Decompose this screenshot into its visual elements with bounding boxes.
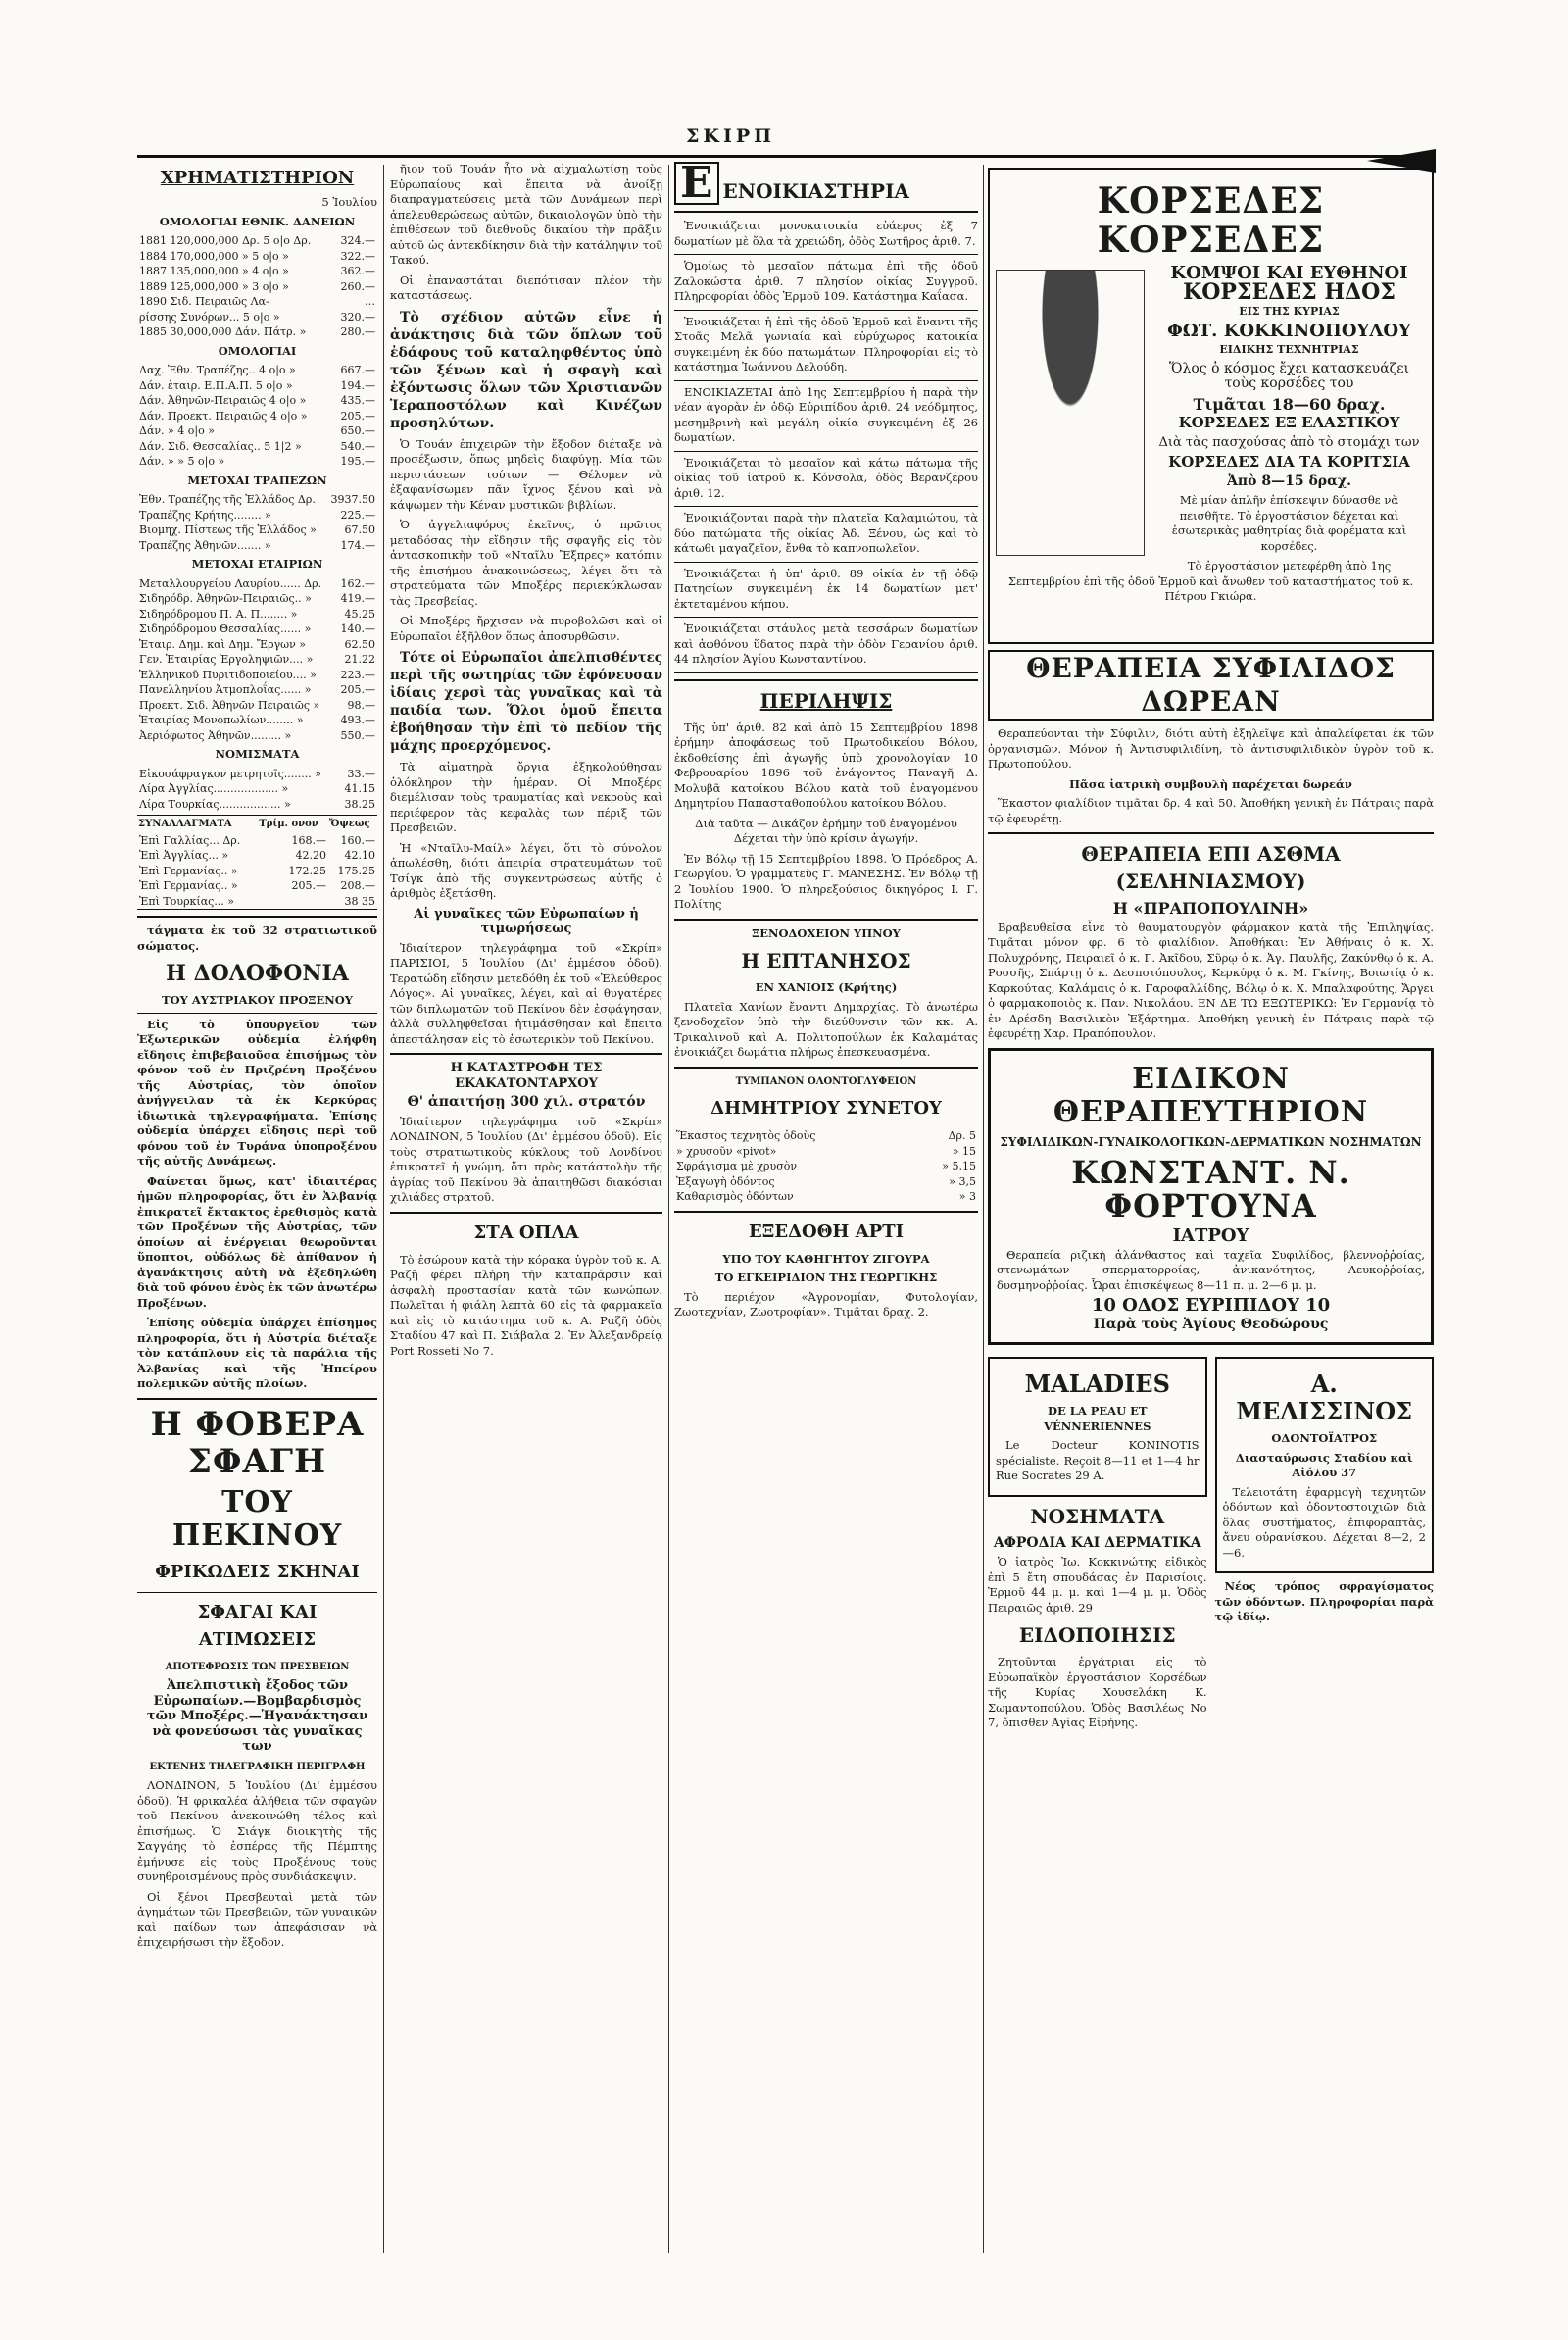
paragraph: Τὸ ἐργοστάσιον μετεφέρθη ἀπὸ 1ης Σεπτεμβρίου ἐπὶ τῆς ὁδοῦ Ἑρμοῦ καὶ ἄνωθεν τοῦ καταστήματος τοῦ κ. Πέτρου Γκιώρα.: [1007, 559, 1414, 603]
row-value: 140.—: [340, 622, 375, 635]
row-value: 205.—: [340, 409, 375, 423]
loans-table: [137, 233, 377, 340]
row-value: Δρ. 5: [948, 1129, 976, 1142]
row-label: Ἐπὶ Γερμανίας.. »: [139, 864, 238, 877]
column-rule: [983, 165, 984, 2253]
paragraph: Τὰ αἱματηρὰ ὄργια ἐξηκολούθησαν ὁλόκληρον τὴν ἡμέραν. Οἱ Μποξέρς διεμέλισαν τοὺς τραυματίας καὶ νεκροὺς καὶ περιέφερον τὰς κεφαλὰς των πέριξ τῶν Πρεσβειῶν.: [390, 760, 662, 834]
row-label: Μεταλλουργείου Λαυρίου...... Δρ.: [139, 576, 322, 590]
table-row: [137, 894, 377, 910]
table-row: [137, 682, 377, 698]
ad-subtitle: ΚΟΜΨΟΙ ΚΑΙ ΕΥΘΗΝΟΙ: [1170, 263, 1408, 283]
clinic-ad: [988, 1048, 1434, 1346]
table-row: [137, 393, 377, 409]
row-value: 208.—: [340, 879, 375, 892]
paragraph: Ὁ ἀγγελιαφόρος ἐκεῖνος, ὁ πρῶτος μεταδόσας τὴν εἴδησιν τῆς σφαγῆς εἰς τὸν ἀντασκοπικὴν τοῦ «Νταῖλυ Ἔξπρες» κατόπιν τῆς ἐπισήμου ἀνακοινώσεως, λέγει ὅτι τὰ στρατεύματα τῶν Μποξέρς περιεκύκλωσαν τὰς Πρεσβείας.: [390, 518, 662, 608]
headline: ΠΕΡΙΛΗΨΙΣ: [760, 688, 893, 713]
ad-subtitle: ΕΙΣ ΤΗΣ ΚΥΡΙΑΣ: [1239, 305, 1340, 318]
subheadline: ΦΡΙΚΩΔΕΙΣ ΣΚΗΝΑΙ: [155, 1561, 360, 1582]
row-value: 42.10: [344, 849, 375, 862]
paragraph: Ἡ «Νταῖλυ-Μαίλ» λέγει, ὅτι τὸ σύνολον ἀπωλέσθη, διότι ἀπειρία στρατευμάτων τοῦ Τσίγκ ἀπὸ τῆς συγκεντρώσεως αὐτῆς ὁ ἀριθμὸς ἐξετάσθη.: [390, 840, 662, 900]
ad-subtitle: DE LA PEAU ET VÉNNERIENNES: [1044, 1404, 1152, 1433]
row-value: …: [365, 295, 375, 308]
paragraph: Ὅλος ὁ κόσμος ἔχει κατασκευάζει τοὺς κορσέδες του: [1169, 360, 1409, 391]
paragraph: Βραβευθεῖσα εἶνε τὸ θαυματουργὸν φάρμακον κατὰ τῆς Ἐπιληψίας. Τιμᾶται μόνον φρ. 6 τὸ φιαλίδιον. Ἀποθήκαι: Ἐν Ἀθήναις ὁ κ. Χ. Πολυχρόνης, Πειραιεῖ ὁ κ. Γ. Ἀκῖδου, Σῦρῳ ὁ κ. Ἀγ. Παυλῆς, Ζακύνθῳ ὁ κ. Α. Ροσσῆς, Σπάρτῃ ὁ κ. Δεσποτόπουλος, Κερκύρᾳ ὁ κ. Μ. Γκίνης, Βοιωτίᾳ ὁ κ. Καρκούτας, Καλάμαις ὁ κ. Γαροφαλλίδης, Βόλῳ ὁ κ. Χ. Μπαλαφούτης, Ἄργει ὁ φαρμακοποιὸς κ. Παν. Νικολάου. ΕΝ ΔΕ ΤΩ ΕΞΩΤΕΡΙΚΩ: Ἐν Γερμανίᾳ τὸ ἐν Δρέσδη Βασιλικὸν Ἐξάρτημα. Ἀποθήκη γενικὴ ἐν Πάτραις παρὰ τῷ ἐφευρέτῃ Χαρ. Πραπόπουλον.: [988, 920, 1434, 1040]
ad-subtitle: ΕΙΔΙΚΗΣ ΤΕΧΝΗΤΡΙΑΣ: [1219, 343, 1359, 356]
paragraph: Διὰ τὰς πασχούσας ἀπὸ τὸ στομάχι των: [1158, 434, 1420, 450]
subheadline: Αἱ γυναῖκες τῶν Εὐρωπαίων ἡ τιμωρήσεως: [414, 906, 639, 936]
row-value: 205.—: [340, 683, 375, 696]
paragraph: Ἐπίσης οὐδεμία ὑπάρχει ἐπίσημος πληροφορία, ὅτι ἡ Αὐστρία διέταξε τὸν κατάπλουν εἰς τὰ παράλια τῆς Ἀλβανίας καὶ τῆς Ἠπείρου πολεμικῶν αὐτῆς πλοίων.: [137, 1316, 377, 1390]
row-value: 667.—: [340, 364, 375, 376]
paragraph: Φαίνεται ὅμως, κατ' ἰδιαιτέρας ἡμῶν πληροφορίας, ὅτι ἐν Ἀλβανίᾳ ἐπικρατεῖ ἔκτακτος ἐρεθισμὸς κατὰ τῶν Προξένων τῆς Αὐστρίας, τῶν ὁποίων αἱ ἐνέργειαι θεωροῦνται ὕποπτοι, οὐδόλως δὲ ἀπίθανον ἡ ἀγανάκτησις αὐτὴ νὰ ἐξεδηλώθη διὰ τοῦ φόνου ἑνὸς ἐκ τῶν ἀνωτέρω Προξένων.: [137, 1173, 377, 1310]
row-value: » 3: [958, 1190, 976, 1203]
row-label: Δάν. Προεκτ. Πειραιῶς 4 ο|ο »: [139, 409, 308, 423]
table-row: [137, 713, 377, 728]
paragraph: Ἀπελπιστικὴ ἔξοδος τῶν Εὐρωπαίων.—Βομβαρδισμὸς τῶν Μποξέρς.—Ἡγανάκτησαν νὰ φονεύσωσι τὰς γυναῖκας των: [146, 1678, 368, 1754]
subheadline: ΤΟΥ ΑΥΣΤΡΙΑΚΟΥ ΠΡΟΞΕΝΟΥ: [162, 993, 353, 1007]
subheadline: ΕΚΤΕΝΗΣ ΤΗΛΕΓΡΑΦΙΚΗ ΠΕΡΙΓΡΑΦΗ: [149, 1761, 366, 1772]
paragraph: Νέος τρόπος σφραγίσματος τῶν ὀδόντων. Πληροφορίαι παρὰ τῷ ἰδίῳ.: [1214, 1579, 1434, 1623]
paragraph: Le Docteur KONINOTIS spécialiste. Reçoit 8—11 et 1—4 hr Rue Socrates 29 Α.: [996, 1438, 1200, 1482]
column-header: Ὄψεως: [329, 819, 370, 829]
section-heading: ΜΕΤΟΧΑΙ ΕΤΑΙΡΙΩΝ: [191, 557, 323, 571]
headline: Η ΕΠΤΑΝΗΣΟΣ: [741, 949, 911, 972]
table-row: [137, 310, 377, 325]
table-row: [674, 1174, 978, 1190]
ad-name: ΚΩΝΣΤΑΝΤ. Ν. ΦΟΡΤΟΥΝΑ: [1071, 1154, 1350, 1224]
ad-price: Τιμᾶται 18—60 δραχ.: [1193, 394, 1386, 414]
row-label: Καθαρισμὸς ὀδόντων: [676, 1190, 794, 1203]
stock-exchange-title: ΧΡΗΜΑΤΙΣΤΗΡΙΟΝ: [160, 168, 355, 188]
row-value: 38 35: [344, 894, 375, 908]
ad-title: ΘΕΡΑΠΕΙΑ ΕΠΙ ΑΣΘΜΑ (ΣΕΛΗΝΙΑΣΜΟΥ): [1081, 842, 1341, 893]
paragraph: Τὸ περιέχον «Ἀγρονομίαν, Φυτολογίαν, Ζωοτεχνίαν, Ζωοτροφίαν». Τιμᾶται δραχ. 2.: [674, 1289, 978, 1319]
table-row: [137, 378, 377, 394]
column-1: [137, 162, 377, 2245]
rental-ad: Ἐνοικιάζεται μονοκατοικία εὐάερος ἐξ 7 δωματίων μὲ ὅλα τὰ χρειώδη, ὁδὸς Σωτῆρος ἀριθ. 7.: [674, 219, 978, 248]
ad-subtitle: ΟΔΟΝΤΟΪΑΤΡΟΣ: [1271, 1431, 1378, 1445]
section-heading: ΝΟΜΙΣΜΑΤΑ: [215, 747, 300, 761]
row-value: 225.—: [340, 508, 375, 522]
row-value: 320.—: [340, 310, 375, 324]
row-value: 168.—: [291, 833, 327, 847]
row-value: 540.—: [340, 439, 375, 453]
row-value: 98.—: [347, 698, 375, 712]
row-label: 1889 125,000,000 » 3 ο|ο »: [139, 279, 289, 293]
paragraph: Τῆς ὑπ' ἀριθ. 82 καὶ ἀπὸ 15 Σεπτεμβρίου 1898 ἐρήμην ἀποφάσεως τοῦ Πρωτοδικείου Βόλου, ἐκδοθείσης ἐπὶ ἀγωγῆς ὑπὸ χρονολογίαν 10 Φεβρουαρίου 1896 τοῦ ἐνάγοντος Παναγῆ Δ. Μολυβᾶ κατοίκου Βόλου κατὰ τοῦ ἐναγομένου Δημητρίου Παπασταθοπούλου κατοίκου Βόλου.: [674, 720, 978, 810]
table-row: [137, 249, 377, 265]
row-value: 322.—: [340, 249, 375, 263]
maladies-ad: [988, 1357, 1207, 1497]
column-2: [390, 162, 662, 2245]
ad-subtitle: Η «ΠΡΑΠΟΠΟΥΛΙΝΗ»: [1112, 899, 1309, 918]
table-row: [137, 523, 377, 538]
paragraph: Ἐν Βόλῳ τῇ 15 Σεπτεμβρίου 1898. Ὁ Πρόεδρος Α. Γεωργίου. Ὁ γραμματεὺς Γ. ΜΑΝΕΣΗΣ. Ἐν Βόλῳ τῇ 2 Ἰουλίου 1900. Ὁ πληρεξούσιος δικηγόρος Ι. Γ. Πολίτης: [674, 851, 978, 911]
row-value: 419.—: [340, 592, 375, 605]
rental-ad: Ἐνοικιάζονται παρὰ τὴν πλατεῖα Καλαμιώτου, τὰ δύο πατώματα τῆς οἰκίας Ἀδ. Ξένου, ὡς καὶ τὸ κάτωθι μαγαζεῖον, ἔνθα τὸ καπνοπωλεῖον.: [674, 511, 978, 555]
row-label: Δάν. Σιδ. Θεσσαλίας.. 5 1|2 »: [139, 439, 302, 453]
table-row: [137, 363, 377, 378]
row-label: » χρυσοῦν «pivot»: [676, 1144, 777, 1158]
row-label: Ἕκαστος τεχνητὸς ὀδοὺς: [676, 1129, 816, 1142]
column-rule: [383, 165, 384, 2253]
table-row: [137, 622, 377, 637]
row-label: Ἐπὶ Ἀγγλίας... »: [139, 849, 229, 862]
row-label: Ἑταιρίας Μονοπωλίων........ »: [139, 714, 304, 726]
ad-address: Παρὰ τοὺς Ἁγίους Θεοδώρους: [1093, 1316, 1329, 1332]
table-row: [137, 607, 377, 622]
paragraph: Θεραπεύονται τὴν Σύφιλιν, διότι αὐτὴ ἐξηλεῖψε καὶ ἀπαλείφεται ἐκ τῶν ὀργανισμῶν. Μόνον ἡ Ἀντισυφιλιδίνη, τὸ ἀντισυφιλιδικὸν ὑγρὸν τοῦ κ. Πρωτοπούλου.: [988, 726, 1434, 771]
table-row: [137, 508, 377, 523]
table-row: [137, 767, 377, 782]
dropcap: E: [674, 162, 719, 205]
paragraph: Τὸ ἐσώρουν κατὰ τὴν κόρακα ὑγρὸν τοῦ κ. Α. Ραζῆ φέρει πλήρη τὴν καταπράρσιν καὶ ἀσφαλὴ προστασίαν κατὰ τῶν κωνώπων. Πωλεῖται ἡ φιάλη λεπτὰ 60 εἰς τὰ φαρμακεῖα καὶ εἰς τὸ κατάστημα τοῦ κ. Α. Ραζῆ ὁδὸς Σταδίου 47 καὶ Π. Σιάβαλα 2. Ἐν Ἀλεξανδρείᾳ Port Rosseti No 7.: [390, 1252, 662, 1358]
headline: ΣΤΑ ΟΠΛΑ: [473, 1221, 579, 1243]
row-value: 550.—: [340, 728, 375, 742]
row-value: 194.—: [340, 378, 375, 392]
row-label: Σιδηρόδρ. Ἀθηνῶν-Πειραιῶς.. »: [139, 592, 312, 605]
rental-ad: Ὁμοίως τὸ μεσαῖον πάτωμα ἐπὶ τῆς ὁδοῦ Ζαλοκώστα ἀριθ. 7 πλησίον οἰκίας Συγγροῦ. Πληροφορίαι ὁδὸς Ἑρμοῦ 109. Κατάστημα Καΐασα.: [674, 259, 978, 303]
row-value: 162.—: [340, 576, 375, 590]
ad-subtitle: ΚΟΡΣΕΔΕΣ ΗΔΟΣ: [1183, 278, 1396, 305]
table-row: [137, 728, 377, 744]
table-row: [137, 492, 377, 508]
subheadline: ΤΥΜΠΑΝΟΝ ΟΛΟΝΤΟΓΛΥΦΕΙΟΝ: [735, 1075, 917, 1087]
row-value: 493.—: [340, 714, 375, 726]
ad-subtitle: ΚΟΡΣΕΔΕΣ ΕΞ ΕΛΑΣΤΙΚΟΥ: [1178, 414, 1400, 431]
ad-title: ΕΙΔΙΚΟΝ ΘΕΡΑΠΕΥΤΗΡΙΟΝ: [1053, 1061, 1369, 1129]
row-value: 175.25: [337, 864, 375, 877]
row-value: 62.50: [344, 637, 375, 651]
headline: ΤΟΥ ΠΕΚΙΝΟΥ: [172, 1484, 343, 1553]
headline: Η ΔΟΛΟΦΟΝΙΑ: [166, 961, 349, 986]
row-label: Τραπέζης Ἀθηνῶν....... »: [139, 538, 271, 552]
table-row: [137, 454, 377, 470]
row-value: » 15: [952, 1144, 976, 1158]
banks-table: [137, 492, 377, 553]
row-value: 435.—: [340, 394, 375, 407]
subheadline: ΞΕΝΟΔΟΧΕΙΟΝ ΥΠΝΟΥ: [752, 925, 901, 940]
row-label: Ἐπὶ Γαλλίας... Δρ.: [139, 833, 241, 847]
headline: Η ΦΟΒΕΡΑ ΣΦΑΓΗ: [150, 1404, 365, 1481]
rental-ad: ΕΝΟΙΚΙΑΖΕΤΑΙ ἀπὸ 1ης Σεπτεμβρίου ἡ παρὰ τὴν νέαν ἀγορὰν ἐν ὁδῷ Εὐριπίδου ἀριθ. 24 νεόδμητος, μεσημβρινὴ καὶ μεγάλη οἰκία συγκειμένη ἐξ 26 δωματίων.: [674, 384, 978, 444]
row-label: 1881 120,000,000 Δρ. 5 ο|ο Δρ.: [139, 234, 312, 247]
subheadline: ΕΝ ΧΑΝΙΟΙΣ (Κρήτης): [755, 980, 898, 994]
paragraph: Πλατεῖα Χανίων ἔναντι Δημαρχίας. Τὸ ἀνωτέρω ξενοδοχεῖον ὑπὸ τὴν διεύθυνσιν τῶν κκ. Α. Τρικαλινοῦ καὶ Α. Πολιτοπούλων ἐκ Καλαμάτας ἐνοικιάζει δωμάτια πλήρως ἐπεσκευασμένα.: [674, 999, 978, 1059]
row-label: Εἰκοσάφραγκον μετρητοῖς........ »: [139, 767, 322, 780]
rental-ads: [674, 219, 978, 673]
row-value: 3937.50: [330, 493, 375, 506]
row-label: Δαχ. Ἐθν. Τραπέζης.. 4 ο|ο »: [139, 364, 296, 376]
row-value: 324.—: [340, 234, 375, 247]
row-label: Προεκτ. Σιδ. Ἀθηνῶν Πειραιῶς »: [139, 698, 320, 712]
row-value: 38.25: [344, 797, 375, 811]
subheadline: ΣΦΑΓΑΙ ΚΑΙ ΑΤΙΜΩΣΕΙΣ: [197, 1601, 318, 1650]
companies-table: [137, 576, 377, 744]
row-value: 650.—: [340, 424, 375, 437]
paragraph: Εἰς τὸ ὑπουργεῖον τῶν Ἐξωτερικῶν οὐδεμία ἐλήφθη εἴδησις ἐπιβεβαιοῦσα ἐπισήμως τὸν φόνον τοῦ ἐν Πριζρένη Προξένου τῆς Αὐστρίας, τὸν ὁποῖον ἀνήγγειλαν τὰ ἐκ Κερκύρας ἰδιωτικὰ τηλεγραφήματα. Ἐπίσης οὐδεμία ὑπάρχει εἴδησις περὶ τοῦ φόνου τοῦ ἐν Τυράνα ὑποπροξένου τῆς αὐτῆς Δυνάμεως.: [137, 1017, 377, 1168]
ad-row: [988, 1351, 1434, 1736]
row-label: Δάν. » 4 ο|ο »: [139, 424, 215, 437]
rental-ad: Ἐνοικιάζεται ἡ ἐπὶ τῆς ὁδοῦ Ἑρμοῦ καὶ ἔναντι τῆς Στοᾶς Μελᾶ γωνιαία καὶ εὐρύχωρος κατοικία συγκειμένη ἐκ δύο πατωμάτων. Πληροφορίαι εἰς τὸ κατάστημα Ἰωάννου Δελούδη.: [674, 314, 978, 373]
table-row: [674, 1189, 978, 1205]
paragraph: Μὲ μίαν ἁπλῆν ἐπίσκεψιν δύνασθε νὰ πεισθῆτε. Τὸ ἐργοστάσιον δέχεται καὶ ἐσωτερικὰς μαθητρίας διὰ φορέματα καὶ κορσέδες.: [1171, 493, 1407, 553]
table-row: [137, 781, 377, 797]
ad-title: MALADIES: [1024, 1369, 1170, 1398]
row-label: 1885 30,000,000 Δάν. Πάτρ. »: [139, 325, 307, 338]
row-value: 362.—: [340, 265, 375, 277]
column-rule: [668, 165, 669, 2253]
ad-title: ΝΟΣΗΜΑΤΑ: [1030, 1504, 1165, 1528]
exchange-table: [137, 815, 377, 910]
row-label: Σιδηρόδρομου Π. Α. Π........ »: [139, 607, 298, 621]
table-row: [137, 878, 377, 894]
rental-ad: Ἐνοικιάζεται τὸ μεσαῖον καὶ κάτω πάτωμα τῆς οἰκίας τοῦ ἰατροῦ κ. Κόνσολα, ὁδὸς Βερανζέρου ἀριθ. 12.: [674, 455, 978, 500]
ad-price: Ἀπὸ 8—15 δραχ.: [1227, 473, 1351, 489]
row-label: ρίσσης Συνόρων... 5 ο|ο »: [139, 310, 280, 324]
subheadline: ΥΠΟ ΤΟΥ ΚΑΘΗΓΗΤΟΥ ΖΙΓΟΥΡΑ: [722, 1251, 930, 1266]
table-row: [137, 264, 377, 279]
row-value: » 5,15: [942, 1160, 976, 1172]
table-row: [137, 797, 377, 813]
table-row: [137, 637, 377, 653]
row-label: Γεν. Ἑταιρίας Ἐργοληψιῶν.... »: [139, 653, 314, 666]
paragraph: Ὁ ἰατρὸς Ἰω. Κοκκινώτης εἰδικὸς ἐπὶ 5 ἔτη σπουδάσας ἐν Παρισίοις. Ἐρμοῦ 44 μ. μ. καὶ 1—4 μ. μ. Ὁδὸς Πειραιῶς ἀριθ. 29: [988, 1555, 1207, 1615]
ad-address: 10 ΟΔΟΣ ΕΥΡΙΠΙΔΟΥ 10: [1091, 1295, 1331, 1316]
row-value: 160.—: [340, 833, 375, 847]
row-label: Πανελληνίου Ἀτμοπλοΐας...... »: [139, 683, 312, 696]
row-label: Δάν. Ἀθηνῶν-Πειραιῶς 4 ο|ο »: [139, 394, 307, 407]
paragraph: τάγματα ἐκ τοῦ 32 στρατιωτικοῦ σώματος.: [137, 923, 377, 953]
row-value: 174.—: [340, 538, 375, 552]
row-label: Ἐξαγωγὴ ὀδόντος: [676, 1174, 775, 1188]
row-value: » 3,5: [949, 1174, 976, 1188]
row-value: 260.—: [340, 279, 375, 293]
coins-table: [137, 767, 377, 813]
bonds-table: [137, 363, 377, 470]
row-value: 172.25: [288, 864, 327, 877]
row-label: 1890 Σιδ. Πειραιῶς Λα-: [139, 295, 270, 308]
row-label: Λίρα Τουρκίας.................. »: [139, 797, 291, 811]
ad-subtitle: Διασταύρωσις Σταδίου καὶ Αἰόλου 37: [1235, 1450, 1413, 1479]
table-row: [137, 833, 377, 849]
corset-illustration: [996, 270, 1145, 556]
paragraph: Ἰδιαίτερον τηλεγράφημα τοῦ «Σκρίπ» ΛΟΝΔΙΝΟΝ, 5 Ἰουλίου (Δι' ἐμμέσου ὁδοῦ). Εἰς τοὺς στρατιωτικοὺς κύκλους τοῦ Λονδίνου ἐπικρατεῖ ἡ γνώμη, ὅτι πρὸς κατάστολὴν τῆς ἀγρίας τοῦ Πεκίνου θὰ ἀπαιτηθῶσι διακόσιαι χιλιάδες στρατοῦ.: [390, 1114, 662, 1204]
table-row: [674, 1128, 978, 1144]
row-value: 67.50: [344, 523, 375, 536]
row-label: Τραπέζης Κρήτης........ »: [139, 508, 271, 522]
headline: ΔΗΜΗΤΡΙΟΥ ΣΥΝΕΤΟΥ: [710, 1098, 942, 1119]
masthead: ΣΚΙΡΠ: [686, 125, 776, 147]
stock-date: 5 Ἰουλίου: [321, 195, 377, 209]
row-label: Βιομηχ. Πίστεως τῆς Ἑλλάδος »: [139, 523, 317, 536]
ad-subtitle: Πᾶσα ἰατρικὴ συμβουλὴ παρέχεται δωρεάν: [1069, 776, 1352, 791]
paragraph: ῆιον τοῦ Τουάν ἦτο νὰ αἰχμαλωτίσῃ τοὺς Εὐρωπαίους καὶ ἔπειτα νὰ ἀνοίξῃ διαπραγματεύσεις μετὰ τῶν Δυνάμεων περὶ ἀπελευθερώσεως αὐτῶν, δικαιολογῶν ὑπὸ τὴν ἐπιθέσεων τοῦ διεθνοῦς δικαίου τὴν πρᾶξιν αὐτοῦ ὡς ἀντεκδίκησιν διὰ τὴν κατάληψιν τοῦ Τακού.: [390, 162, 662, 267]
corset-ad: [988, 168, 1434, 644]
row-value: 21.22: [344, 653, 375, 666]
paragraph: Θεραπεία ριζικὴ ἀλάνθαστος καὶ ταχεῖα Συφιλίδος, βλεννοῤῥοίας, στενωμάτων σπερματορροίας, ἀνικανότητος, Λευκοῤῥοίας, δυσμηνοῤῥοίας. Ὧραι ἐπισκέψεως 8—11 π. μ. 2—6 μ. μ.: [997, 1247, 1425, 1292]
row-label: Σιδηρόδρομου Θεσσαλίας...... »: [139, 622, 312, 635]
section-heading: ΟΜΟΛΟΓΙΑΙ: [218, 343, 297, 358]
paragraph: Τελειοτάτη ἐφαρμογὴ τεχνητῶν ὀδόντων καὶ ὀδοντοστοιχιῶν διὰ ὅλας συστήματος, ἐπιφοραπτὰς, ἄνευ οὐρανίσκου. Δέχεται 8—2, 2—6.: [1222, 1484, 1426, 1560]
rental-ad: Ἐνοικιάζεται ἡ ὑπ' ἀριθ. 89 οἰκία ἐν τῇ ὁδῷ Πατησίων συγκειμένη ἐκ 14 δωματίων μετ' ἐκτεταμένου κήπου.: [674, 566, 978, 611]
column-3: [674, 162, 978, 2245]
paragraph: Τότε οἱ Εὐρωπαῖοι ἀπελπισθέντες περὶ τῆς σωτηρίας τῶν ἐφόνευσαν ἰδίαις χερσὶ τὰς γυναῖκας καὶ τὰ παιδία των. Ὅλοι ὁμοῦ ἔπειτα ἐβοήθησαν τὴν ἐπὶ τὸ πεδίον τῆς μάχης προερχόμενος.: [390, 650, 662, 754]
ad-title: ΚΟΡΣΕΔΕΣ ΚΟΡΣΕΔΕΣ: [1097, 180, 1325, 261]
table-row: [137, 294, 377, 310]
table-row: [137, 324, 377, 340]
row-label: Λίρα Ἀγγλίας................... »: [139, 782, 289, 795]
dentist-ad: [1215, 1357, 1435, 1573]
column-header: Τρίμ. ονον: [259, 819, 318, 829]
section-heading: ΜΕΤΟΧΑΙ ΤΡΑΠΕΖΩΝ: [187, 473, 327, 487]
dental-prices-table: [674, 1128, 978, 1205]
row-label: Ἑλληνικοῦ Πυριτιδοποιείου.... »: [139, 668, 317, 681]
table-row: [137, 848, 377, 864]
table-row: [674, 1144, 978, 1160]
column-header: ΣΥΝΑΛΛΑΓΜΑΤΑ: [138, 819, 232, 829]
ad-title: ΘΕΡΑΠΕΙΑ ΣΥΦΙΛΙΔΟΣ ΔΩΡΕΑΝ: [988, 650, 1434, 721]
row-value: 195.—: [340, 455, 375, 468]
table-row: [137, 576, 377, 592]
row-label: Ἀεριόφωτος Ἀθηνῶν......... »: [139, 728, 292, 742]
row-label: Ἐπὶ Γερμανίας.. »: [139, 879, 238, 892]
headline: Η ΚΑΤΑΣΤΡΟΦΗ ΤΕΣ ΕΚΑΚΑΤΟΝΤΑΡΧΟΥ: [450, 1061, 603, 1091]
paragraph: Ὁ Τουάν ἐπιχειρῶν τὴν ἔξοδον διέταξε νὰ προσέξωσιν, ὅπως μηδεὶς διαφύγῃ. Μία τῶν περιστάσεων τούτων — Θέλομεν νὰ ἐξαφανίσωμεν πᾶν ἴχνος ξένου καὶ νὰ κάψωμεν τὴν Κέναν μυστικῶν βιβλίων.: [390, 436, 662, 512]
row-label: Ἐπὶ Τουρκίας... »: [139, 894, 235, 908]
ad-name: ΦΩΤ. ΚΟΚΚΙΝΟΠΟΥΛΟΥ: [1167, 320, 1411, 341]
table-row: [137, 591, 377, 607]
paragraph: Οἱ Μποξέρς ἤρχισαν νὰ πυροβολῶσι καὶ οἱ Εὐρωπαῖοι ἐξῆλθον ὅπως ἀποσυρθῶσιν.: [390, 614, 662, 643]
subheadline: ΤΟ ΕΓΚΕΙΡΙΔΙΟΝ ΤΗΣ ΓΕΩΡΓΙΚΗΣ: [714, 1270, 938, 1284]
paragraph: Ἰδιαίτερον τηλεγράφημα τοῦ «Σκρίπ» ΠΑΡΙΣΙΟΙ, 5 Ἰουλίου (Δι' ἐμμέσου ὁδοῦ). Τερατώδη εἴδησιν μετεδόθη ἐκ τοῦ «Ἐλεύθερος Λόγος». Αἱ γυναῖκες, λέγει, καὶ αἱ θυγατέρες τῶν διπλωματῶν τοῦ Πεκίνου δὲν ἐσφάγησαν, ἀλλὰ συλληφθεῖσαι ἠτιμάσθησαν καὶ ἔπειτα ἀπεστάλησαν εἰς τὸ ἐσωτερικὸν τοῦ Πεκίνου.: [390, 940, 662, 1046]
ad-title: ΕΙΔΟΠΟΙΗΣΙΣ: [1018, 1623, 1176, 1647]
row-value: 41.15: [344, 782, 375, 795]
table-row: [137, 409, 377, 424]
table-row: [674, 1159, 978, 1174]
column-4: [988, 162, 1434, 2245]
subheadline: Θ' ἀπαιτήσῃ 300 χιλ. στρατόν: [407, 1094, 646, 1110]
subheadline: ΑΠΟΤΕΦΡΩΣΙΣ ΤΩΝ ΠΡΕΣΒΕΙΩΝ: [165, 1661, 350, 1672]
table-row: [137, 668, 377, 683]
paragraph: Οἱ ξένοι Πρεσβευταὶ μετὰ τῶν ἀγημάτων τῶν Πρεσβειῶν, τῶν γυναικῶν καὶ παίδων των ἀπεφάσισαν νὰ ἐπιχειρήσωσι τὴν ἔξοδον.: [137, 1889, 377, 1949]
paragraph: Ἕκαστον φιαλίδιον τιμᾶται δρ. 4 καὶ 50. Ἀποθήκη γενικὴ ἐν Πάτραις παρὰ τῷ ἐφευρέτῃ.: [988, 796, 1434, 825]
row-value: 33.—: [347, 767, 375, 780]
row-label: 1887 135,000,000 » 4 ο|ο »: [139, 265, 289, 277]
row-value: 42.20: [295, 849, 327, 862]
ad-subtitle: ΑΦΡΟΔΙΑ ΚΑΙ ΔΕΡΜΑΤΙΚΑ: [993, 1534, 1201, 1551]
table-row: [137, 652, 377, 668]
row-label: Ἑταιρ. Δημ. καὶ Δημ. Ἔργων »: [139, 637, 307, 651]
row-value: 45.25: [344, 607, 375, 621]
top-rule: [137, 155, 1431, 158]
table-row: [137, 439, 377, 455]
ad-subtitle: ΙΑΤΡΟΥ: [1172, 1225, 1250, 1246]
table-row: [137, 423, 377, 439]
table-row: [137, 538, 377, 554]
row-label: Δάν. » » 5 ο|ο »: [139, 455, 225, 468]
row-value: 205.—: [291, 879, 327, 892]
section-heading: ΟΜΟΛΟΓΙΑΙ ΕΘΝΙΚ. ΔΑΝΕΙΩΝ: [159, 214, 356, 228]
row-label: Δάν. ἐταιρ. Ε.Π.Α.Π. 5 ο|ο »: [139, 378, 293, 392]
paragraph: ΛΟΝΔΙΝΟΝ, 5 Ἰουλίου (Δι' ἐμμέσου ὁδοῦ). Ἡ φρικαλέα ἀλήθεια τῶν σφαγῶν τοῦ Πεκίνου ἀνεκοινώθη τέλος καὶ ἐπισήμως. Ὁ Σιάγκ διοικητὴς τῆς Σαγγάης τὸ ἐσπέρας τῆς Πέμπτης ἐμήνυσε εἰς τοὺς Προξένους τοὺς συνηθροισμένους πρὸς συνδιάσκεψιν.: [137, 1778, 377, 1883]
paragraph: Ζητοῦνται ἐργάτριαι εἰς τὸ Εὐρωπαϊκὸν ἐργοστάσιον Κορσέδων τῆς Κυρίας Χουσελάκη Κ. Σωμαντοπούλου. Ὁδὸς Βασιλέως No 7, ὄπισθεν Ἁγίας Εἰρήνης.: [988, 1655, 1207, 1729]
paragraph: Διὰ ταῦτα — Δικάζον ἐρήμην τοῦ ἐναγομένου Δέχεται τὴν ὑπὸ κρίσιν ἀγωγήν.: [695, 816, 957, 845]
row-value: 223.—: [340, 668, 375, 681]
paragraph: Τὸ σχέδιον αὐτῶν εἶνε ἡ ἀνάκτησις διὰ τῶν ὅπλων τοῦ ἐδάφους τοῦ καταληφθέντος ὑπὸ τῶν ξένων καὶ ἡ σφαγὴ καὶ ἐξόντωσις ὅλων τῶν Χριστιανῶν Ἱεραποστόλων καὶ Κινέζων προσηλύτων.: [390, 309, 662, 431]
row-label: Ἐθν. Τραπέζης τῆς Ἑλλάδος Δρ.: [139, 493, 316, 506]
rental-ad: Ἐνοικιάζεται στάυλος μετὰ τεσσάρων δωματίων καὶ ἀφθόνου ὕδατος παρὰ τὴν ὁδὸν Γερανίου ἀριθ. 44 πλησίον Ἁγίου Κωνσταντίνου.: [674, 622, 978, 666]
ad-subtitle: ΚΟΡΣΕΔΕΣ ΔΙΑ ΤΑ ΚΟΡΙΤΣΙΑ: [1168, 453, 1410, 471]
row-value: 280.—: [340, 325, 375, 338]
table-row: [137, 864, 377, 879]
rentals-heading: ΕΝΟΙΚΙΑΣΤΗΡΙΑ: [722, 179, 909, 203]
table-row: [137, 233, 377, 249]
row-label: Σφράγισμα μὲ χρυσὸν: [676, 1160, 798, 1172]
ad-subtitle: ΣΥΦΙΛΙΔΙΚΩΝ-ΓΥΝΑΙΚΟΛΟΓΙΚΩΝ-ΔΕΡΜΑΤΙΚΩΝ ΝΟΣΗΜΑΤΩΝ: [1000, 1134, 1422, 1149]
paragraph: Οἱ ἐπαναστάται διεπότισαν πλέον τὴν καταστάσεως.: [390, 273, 662, 302]
table-row: [137, 698, 377, 714]
table-row: [137, 279, 377, 295]
ad-title: Α. ΜΕΛΙΣΣΙΝΟΣ: [1236, 1369, 1413, 1425]
row-value: [258, 894, 328, 910]
row-label: 1884 170,000,000 » 5 ο|ο »: [139, 249, 289, 263]
headline: ΕΞΕΔΟΘΗ ΑΡΤΙ: [748, 1220, 905, 1242]
